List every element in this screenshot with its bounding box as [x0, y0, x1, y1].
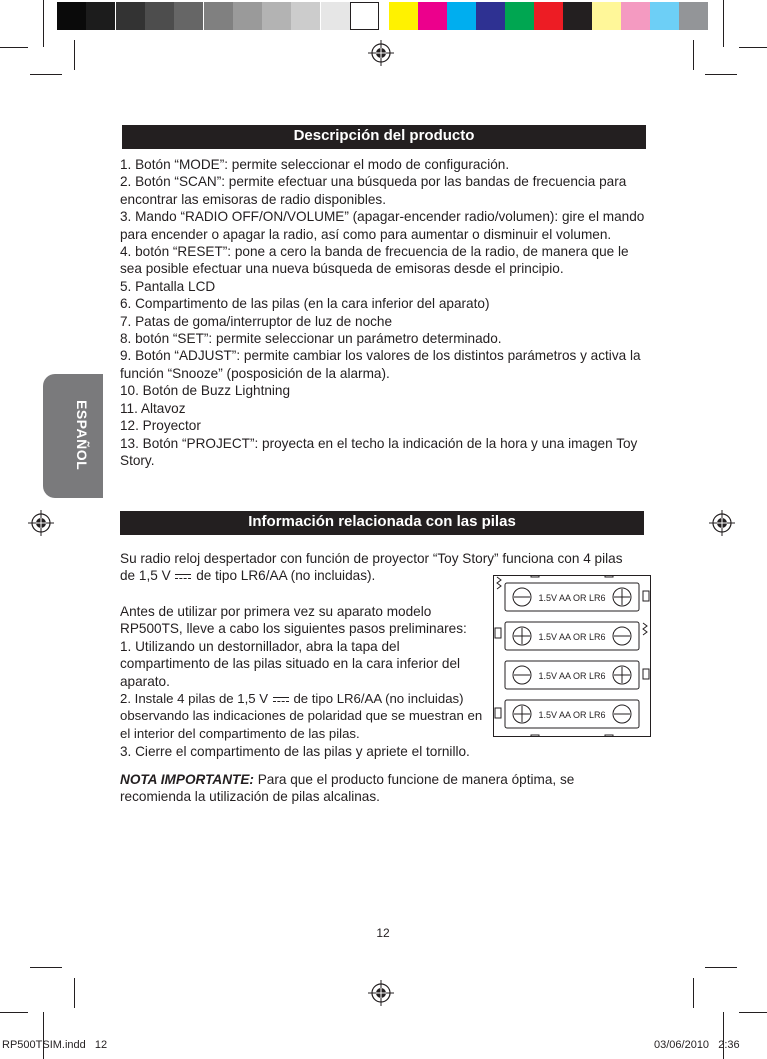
color-swatch — [145, 2, 174, 30]
list-item: 2. Botón “SCAN”: permite efectuar una búsqueda por las bandas de frecuencia para encontrar las emisoras de radio disponibles. — [120, 174, 627, 207]
crop-mark — [739, 47, 767, 48]
crop-mark — [0, 1012, 28, 1013]
color-swatch — [233, 2, 262, 30]
list-item: 1. Botón “MODE”: permite seleccionar el modo de configuración. — [120, 157, 510, 172]
step-2 — [120, 690, 492, 742]
color-swatch — [563, 2, 592, 30]
registration-mark-right — [709, 510, 735, 536]
color-swatch — [447, 2, 476, 30]
crop-mark — [74, 978, 75, 1008]
step-1: 1. Utilizando un destornillador, abra la tapa del compartimento de las pilas situado en la cara inferior del aparato. — [120, 639, 461, 689]
color-swatch — [57, 2, 86, 30]
color-swatch — [291, 2, 320, 30]
list-item: 10. Botón de Buzz Lightning — [120, 383, 291, 399]
crop-mark — [74, 40, 75, 70]
battery — [505, 700, 639, 728]
crop-mark — [705, 74, 737, 75]
crop-mark — [43, 1012, 44, 1059]
color-swatch — [534, 2, 563, 30]
color-swatch — [476, 2, 505, 30]
product-description-list — [120, 156, 650, 469]
list-item: 8. botón “SET”: permite seleccionar un parámetro determinado. — [120, 331, 502, 347]
color-swatch — [321, 2, 350, 30]
battery-label: 1.5V AA OR LR6 — [538, 710, 606, 720]
crop-mark — [693, 978, 694, 1008]
color-swatch — [592, 2, 621, 30]
footer-timestamp: 03/06/2010 2:36 — [654, 1039, 740, 1051]
color-swatch — [679, 2, 708, 30]
list-item: 4. botón “RESET”: pone a cero la banda de frecuencia de la radio, de manera que le sea posible efectuar una nueva búsqueda de emisoras desde el principio. — [120, 244, 629, 277]
registration-mark-bottom — [368, 980, 394, 1006]
important-note-text: Para que el producto funcione de manera óptima, se recomienda la utilización de pilas alcalinas. — [120, 772, 575, 805]
language-tab-label: ESPAÑOL — [74, 399, 90, 471]
color-swatch — [389, 2, 418, 30]
color-swatch — [86, 2, 115, 30]
list-item: 5. Pantalla LCD — [120, 278, 216, 294]
crop-mark — [723, 0, 724, 47]
color-swatch — [650, 2, 679, 30]
before-use-text: Antes de utilizar por primera vez su aparato modelo RP500TS, lleve a cabo los siguientes pasos preliminares: — [120, 604, 467, 637]
color-swatch — [174, 2, 203, 30]
crop-mark — [705, 967, 737, 968]
list-item: 11. Altavoz — [120, 400, 186, 416]
color-swatch — [350, 2, 379, 30]
color-swatch — [621, 2, 650, 30]
crop-mark — [693, 40, 694, 70]
color-swatch — [262, 2, 291, 30]
color-swatch — [204, 2, 233, 30]
section-title-battery-info: Información relacionada con las pilas — [120, 511, 644, 535]
dc-symbol-icon — [273, 697, 289, 703]
crop-mark — [739, 1012, 767, 1013]
crop-mark — [0, 47, 28, 48]
battery — [505, 661, 639, 689]
battery-label: 1.5V AA OR LR6 — [538, 593, 606, 603]
color-swatch — [116, 2, 145, 30]
crop-mark — [43, 0, 44, 47]
registration-mark-top — [368, 40, 394, 66]
color-swatch — [505, 2, 534, 30]
list-item: 12. Proyector — [120, 418, 201, 434]
section-title-product-description: Descripción del producto — [122, 125, 646, 149]
list-item: 13. Botón “PROJECT”: proyecta en el techo la indicación de la hora y una imagen Toy Story. — [120, 435, 638, 468]
battery-intro-b: de tipo LR6/AA (no incluidas). — [196, 568, 376, 584]
battery — [505, 622, 639, 650]
battery — [505, 583, 639, 611]
list-item: 6. Compartimento de las pilas (en la cara inferior del aparato) — [120, 296, 490, 312]
important-note — [120, 771, 640, 806]
list-item: 7. Patas de goma/interruptor de luz de noche — [120, 313, 393, 329]
list-item: 3. Mando “RADIO OFF/ON/VOLUME” (apagar-encender radio/volumen): gire el mando para encender o apagar la radio, así como para aumentar o disminuir el volumen. — [120, 209, 645, 242]
crop-mark — [30, 74, 62, 75]
step-2-b: de tipo LR6/AA (no incluidas) observando las indicaciones de polaridad que se muestran en el interior del compartimento de las pilas. — [120, 691, 483, 741]
color-swatch — [418, 2, 447, 30]
dc-symbol-icon — [175, 574, 191, 580]
battery-label: 1.5V AA OR LR6 — [538, 632, 606, 642]
step-2-a: 2. Instale 4 pilas de 1,5 V — [120, 691, 269, 706]
step-3: 3. Cierre el compartimento de las pilas y apriete el tornillo. — [120, 744, 470, 759]
list-item: 9. Botón “ADJUST”: permite cambiar los valores de los distintos parámetros y activa la función “Snooze” (posposición de la alarma). — [120, 348, 641, 381]
footer-file-info: RP500TSIM.indd 12 — [2, 1039, 108, 1051]
crop-mark — [30, 967, 62, 968]
registration-mark-left — [28, 510, 54, 536]
battery-compartment-diagram — [493, 575, 651, 737]
page-number: 12 — [376, 926, 390, 940]
crop-mark — [723, 1012, 724, 1059]
battery-label: 1.5V AA OR LR6 — [538, 671, 606, 681]
battery-intro-a: Su radio reloj despertador con función de proyector “Toy Story” funciona con 4 pilas de 1,5 V — [120, 551, 623, 584]
important-note-label: NOTA IMPORTANTE: — [120, 772, 254, 787]
